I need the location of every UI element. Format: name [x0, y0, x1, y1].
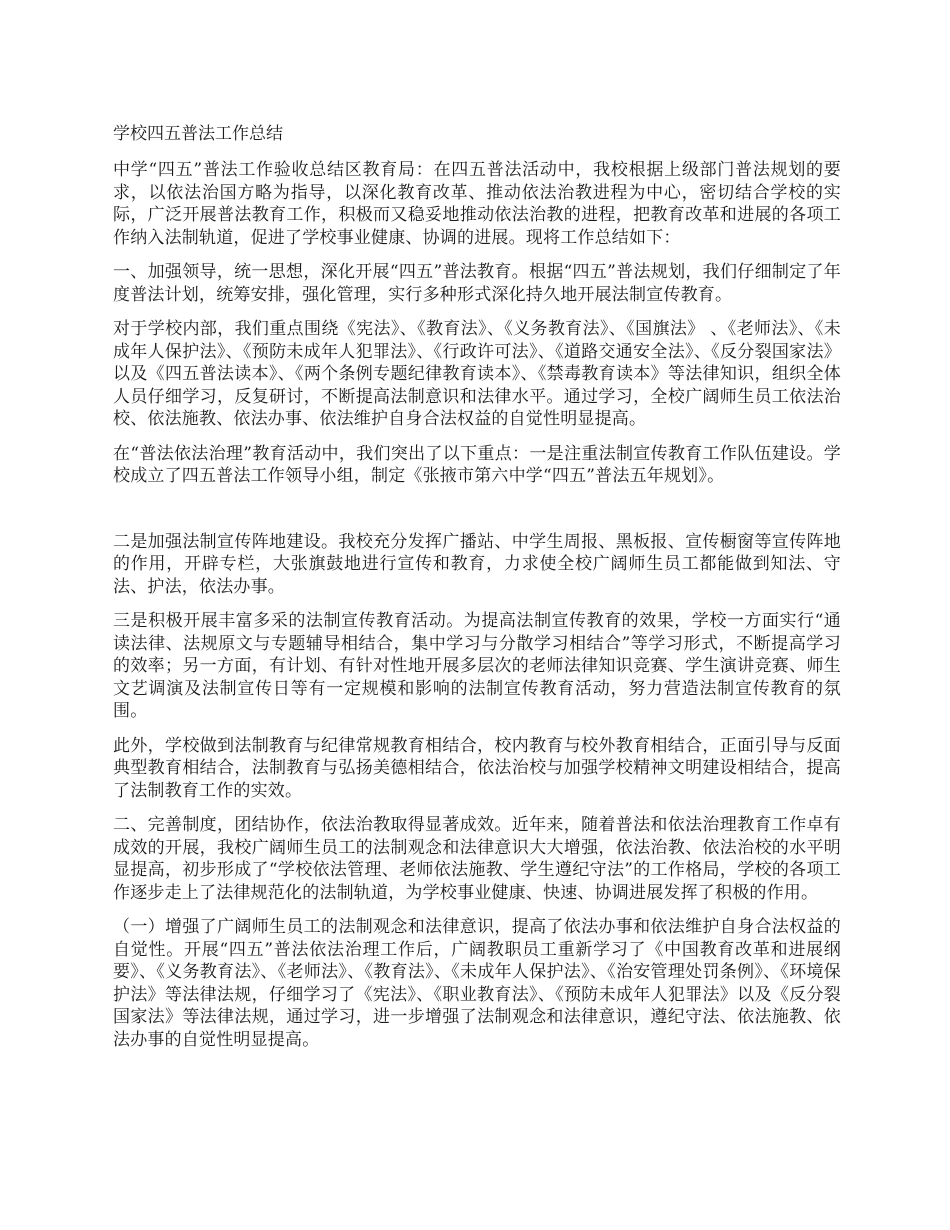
- blank-gap: [113, 500, 841, 531]
- paragraph-intro: 中学“四五”普法工作验收总结区教育局：在四五普法活动中，我校根据上级部门普法规划的要求，以依法治国方略为指导，以深化教育改革、推动依法治教进程为中心，密切结合学校的实际，广泛开展普法教育工作，积极而又稳妥地推动依法治教的进程，把教育改革和进展的各项工作纳入法制轨道，促进了学校事业健康、协调的进展。现将工作总结如下：: [113, 160, 841, 248]
- document-page: [113, 122, 841, 1063]
- paragraph-section-1: 一、加强领导，统一思想，深化开展“四五”普法教育。根据“四五”普法规划，我们仔细制定了年度普法计划，统筹安排，强化管理，实行多种形式深化持久地开展法制宣传教育。: [113, 262, 841, 305]
- paragraph-combination: 此外，学校做到法制教育与纪律常规教育相结合，校内教育与校外教育相结合，正面引导与反面典型教育相结合，法制教育与弘扬美德相结合，依法治校与加强学校精神文明建设相结合，提高了法制教育工作的实效。: [113, 735, 841, 801]
- paragraph-focus-1: 在“普法依法治理”教育活动中，我们突出了以下重点：一是注重法制宣传教育工作队伍建设。学校成立了四五普法工作领导小组，制定《张掖市第六中学“四五”普法五年规划》。: [113, 443, 841, 486]
- paragraph-focus-3: 三是积极开展丰富多采的法制宣传教育活动。为提高法制宣传教育的效果，学校一方面实行“通读法律、法规原文与专题辅导相结合，集中学习与分散学习相结合”等学习形式，不断提高学习的效率；另一方面，有计划、有针对性地开展多层次的老师法律知识竞赛、学生演讲竞赛、师生文艺调演及法制宣传日等有一定规模和影响的法制宣传教育活动，努力营造法制宣传教育的氛围。: [113, 611, 841, 721]
- document-title: 学校四五普法工作总结: [113, 124, 283, 144]
- paragraph-section-2: 二、完善制度，团结协作，依法治教取得显著成效。近年来，随着普法和依法治理教育工作卓有成效的开展，我校广阔师生员工的法制观念和法律意识大大增强，依法治教、依法治校的水平明显提高，初步形成了“学校依法管理、老师依法施教、学生遵纪守法”的工作格局，学校的各项工作逐步走上了法律规范化的法制轨道，为学校事业健康、快速、协调进展发挥了积极的作用。: [113, 815, 841, 903]
- paragraph-subsection-1: （一）增强了广阔师生员工的法制观念和法律意识，提高了依法办事和依法维护自身合法权益的自觉性。开展“四五”普法依法治理工作后，广阔教职员工重新学习了《中国教育改革和进展纲要》、《义务教育法》、《老师法》、《教育法》、《未成年人保护法》、《治安管理处罚条例》、《环境保护法》等法律法规，仔细学习了《宪法》、《职业教育法》、《预防未成年人犯罪法》以及《反分裂国家法》等法律法规，通过学习，进一步增强了法制观念和法律意识，遵纪守法、依法施教、依法办事的自觉性明显提高。: [113, 917, 841, 1050]
- paragraph-focus-2: 二是加强法制宣传阵地建设。我校充分发挥广播站、中学生周报、黑板报、宣传橱窗等宣传阵地的作用，开辟专栏，大张旗鼓地进行宣传和教育，力求使全校广阔师生员工都能做到知法、守法、护法，依法办事。: [113, 531, 841, 597]
- paragraph-internal-study: 对于学校内部，我们重点围绕《宪法》、《教育法》、《义务教育法》、《国旗法》 、《老师法》、《未成年人保护法》、《预防未成年人犯罪法》、《行政许可法》、《道路交通安全法》、《反分裂国家法》以及《四五普法读本》、《两个条例专题纪律教育读本》、《禁毒教育读本》等法律知识，组织全体人员仔细学习，反复研讨，不断提高法制意识和法律水平。通过学习，全校广阔师生员工依法治校、依法施教、依法办事、依法维护自身合法权益的自觉性明显提高。: [113, 319, 841, 429]
